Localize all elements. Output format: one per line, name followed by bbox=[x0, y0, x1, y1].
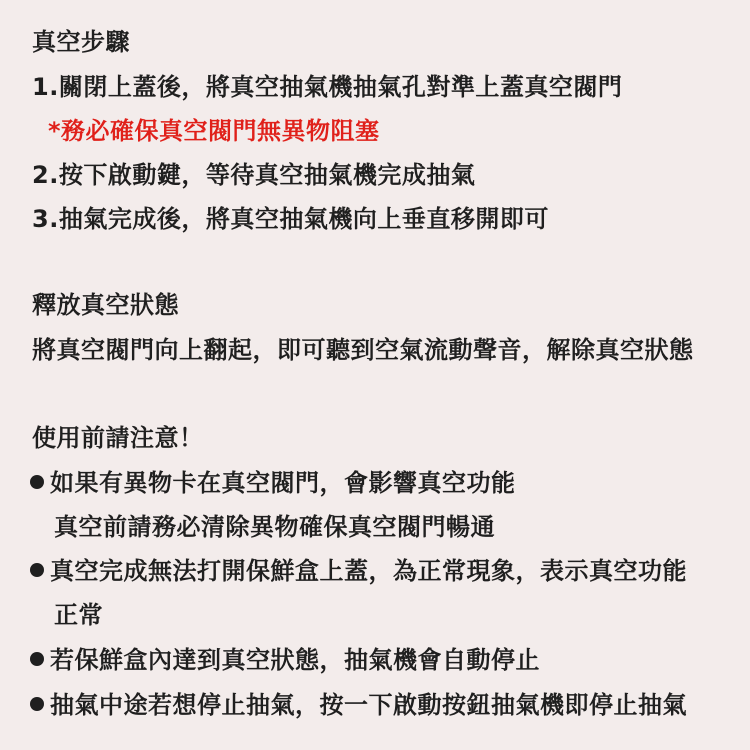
bullet-icon bbox=[30, 475, 44, 489]
bullet-icon bbox=[30, 652, 44, 666]
warning-text: *務必確保真空閥門無異物阻塞 bbox=[48, 117, 380, 145]
bullet-icon bbox=[30, 697, 44, 711]
step-2-text: 2.按下啟動鍵，等待真空抽氣機完成抽氣 bbox=[32, 161, 476, 189]
bullet-icon bbox=[30, 563, 44, 577]
note-item-3 bbox=[30, 638, 540, 682]
note-item-1 bbox=[30, 461, 516, 505]
vacuum-steps-heading: 真空步驟 bbox=[32, 28, 130, 56]
note-item-text: 如果有異物卡在真空閥門，會影響真空功能 bbox=[50, 469, 516, 497]
note-item-2-continued: 正常 bbox=[54, 601, 103, 629]
note-item-2 bbox=[30, 549, 687, 593]
release-heading: 釋放真空狀態 bbox=[32, 291, 179, 319]
note-item-4 bbox=[30, 683, 687, 727]
note-item-text: 若保鮮盒內達到真空狀態，抽氣機會自動停止 bbox=[50, 646, 540, 674]
notes-heading: 使用前請注意！ bbox=[32, 424, 204, 452]
note-item-text: 抽氣中途若想停止抽氣，按一下啟動按鈕抽氣機即停止抽氣 bbox=[50, 691, 687, 719]
note-item-text: 真空完成無法打開保鮮盒上蓋，為正常現象，表示真空功能 bbox=[50, 557, 687, 585]
release-text: 將真空閥門向上翻起，即可聽到空氣流動聲音，解除真空狀態 bbox=[32, 336, 694, 364]
note-item-1-continued: 真空前請務必清除異物確保真空閥門暢通 bbox=[54, 513, 495, 541]
step-1-text: 1.關閉上蓋後，將真空抽氣機抽氣孔對準上蓋真空閥門 bbox=[32, 73, 623, 101]
step-3-text: 3.抽氣完成後，將真空抽氣機向上垂直移開即可 bbox=[32, 205, 549, 233]
